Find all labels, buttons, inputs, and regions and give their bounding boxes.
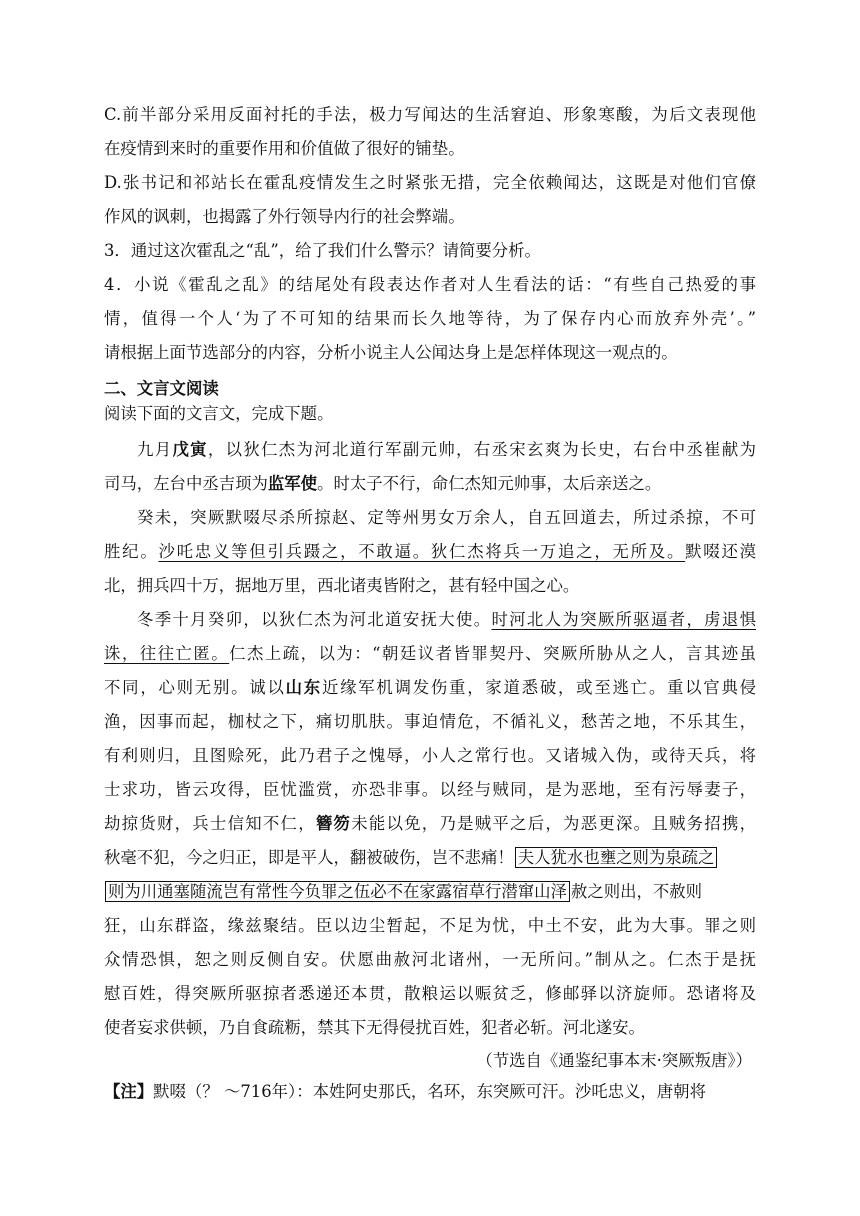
section-intro: 阅读下面的文言文，完成下题。 xyxy=(104,404,334,423)
bold-term: 山东 xyxy=(285,678,322,697)
passage-line: 渔，因事而起，枷杖之下，痛切肌肤。事迫情危，不循礼义，愁苦之地，不乐其生， xyxy=(104,712,756,731)
boxed-sentence-part-2: 则为川通塞随流岂有常性今负罪之伍必不在家露宿草行潜窜山泽 xyxy=(105,881,570,902)
question-4-line-1: 4．小说《霍乱之乱》的结尾处有段表达作者对人生看法的话：“有些自己热爱的事 xyxy=(104,275,756,294)
option-c-line-1: C.前半部分采用反面衬托的手法，极力写闻达的生活窘迫、形象寒酸，为后文表现他 xyxy=(104,105,756,124)
option-d-line-2: 作风的讽刺，也揭露了外行领导内行的社会弊端。 xyxy=(104,207,465,226)
passage-line: 众情恐惧，恕之则反侧自安。伏愿曲赦河北诸州，一无所问。”制从之。仁杰于是抚 xyxy=(104,950,756,969)
bold-term: 簪笏 xyxy=(315,814,352,833)
boxed-sentence-part-1: 夫人犹水也壅之则为泉疏之 xyxy=(515,847,718,868)
passage-line: 北，拥兵四十万，据地万里，西北诸夷皆附之，甚有轻中国之心。 xyxy=(104,576,580,595)
annotation-label: 【注】 xyxy=(104,1082,154,1101)
annotation xyxy=(104,1080,706,1104)
passage-line: 癸未，突厥默啜尽杀所掠赵、定等州男女万余人，自五回道去，所过杀掠，不可 xyxy=(137,508,756,527)
question-4-line-3: 请根据上面节选部分的内容，分析小说主人公闻达身上是怎样体现这一观点的。 xyxy=(104,343,678,362)
passage-line: 有利则归，且图赊死，此乃君子之愧辱，小人之常行也。又诸城入伪，或待天兵，将 xyxy=(104,746,756,765)
question-4-line-2: 情，值得一个人‘为了不可知的结果而长久地等待，为了保存内心而放弃外壳’。” xyxy=(104,309,756,328)
source-citation: （节选自《通鉴纪事本末·突厥叛唐》） xyxy=(476,1051,752,1070)
passage-line: 则为川通塞随流岂有常性今负罪之伍必不在家露宿草行潜窜山泽 赦之则出，不赦则 xyxy=(104,880,702,904)
section-heading: 二、文言文阅读 xyxy=(104,379,219,398)
bold-term: 戊寅 xyxy=(172,440,208,459)
option-c-line-2: 在疫情到来时的重要作用和价值做了很好的铺垫。 xyxy=(104,139,465,158)
passage-line: 冬季十月癸卯，以狄仁杰为河北道安抚大使。时河北人为突厥所驱逼者，虏退惧 xyxy=(137,610,757,629)
question-3: 3．通过这次霍乱之“乱”，给了我们什么警示？请简要分析。 xyxy=(104,241,541,260)
passage-line: 狂，山东群盗，缘兹聚结。臣以边尘暂起，不足为忧，中土不安，此为大事。罪之则 xyxy=(104,916,756,935)
passage-line: 使者妄求供顿，乃自食疏粝，禁其下无得侵扰百姓，犯者必斩。河北遂安。 xyxy=(104,1018,645,1037)
bold-term: 监军使 xyxy=(267,474,318,493)
passage-line: 秋毫不犯，今之归正，即是平人，翻被破伤，岂不悲痛！ 夫人犹水也壅之则为泉疏之 xyxy=(104,846,718,870)
passage-line: 九月戊寅，以狄仁杰为河北道行军副元帅，右丞宋玄爽为长史，右台中丞崔献为 xyxy=(137,440,757,459)
underlined-sentence: 沙吒忠义等但引兵蹑之，不敢逼。狄仁杰将兵一万追之，无所及。 xyxy=(158,542,686,561)
passage-line: 劫掠货财，兵士信知不仁，簪笏未能以免，乃是贼平之后，为恶更深。且贼务招携， xyxy=(104,814,757,833)
passage-line: 胜纪。沙吒忠义等但引兵蹑之，不敢逼。狄仁杰将兵一万追之，无所及。默啜还漠 xyxy=(104,542,757,561)
passage-line: 不同，心则无别。诚以山东近缘军机调发伤重，家道悉破，或至逃亡。重以官典侵 xyxy=(104,678,757,697)
passage-line: 诛，往往亡匿。仁杰上疏，以为：“朝廷议者皆罪契丹、突厥所胁从之人，言其迹虽 xyxy=(104,644,756,663)
underlined-sentence: 诛，往往亡匿。 xyxy=(104,644,230,663)
passage-line: 慰百姓，得突厥所驱掠者悉递还本贯，散粮运以赈贫乏，修邮驿以济旋师。恐诸将及 xyxy=(104,984,756,1003)
option-d-line-1: D.张书记和祁站长在霍乱疫情发生之时紧张无措，完全依赖闻达，这既是对他们官僚 xyxy=(104,173,756,192)
underlined-sentence: 时河北人为突厥所驱逼者，虏退惧 xyxy=(491,610,757,629)
passage-line: 司马，左台中丞吉顼为监军使。时太子不行，命仁杰知元帅事，太后亲送之。 xyxy=(104,474,662,493)
annotation-text: 默啜（？ ～716年）：本姓阿史那氏，名环，东突厥可汗。沙吒忠义，唐朝将 xyxy=(153,1082,706,1101)
passage-line: 士求功，皆云攻得，臣忧滥赏，亦恐非事。以经与贼同，是为恶地，至有污辱妻子， xyxy=(104,780,756,799)
